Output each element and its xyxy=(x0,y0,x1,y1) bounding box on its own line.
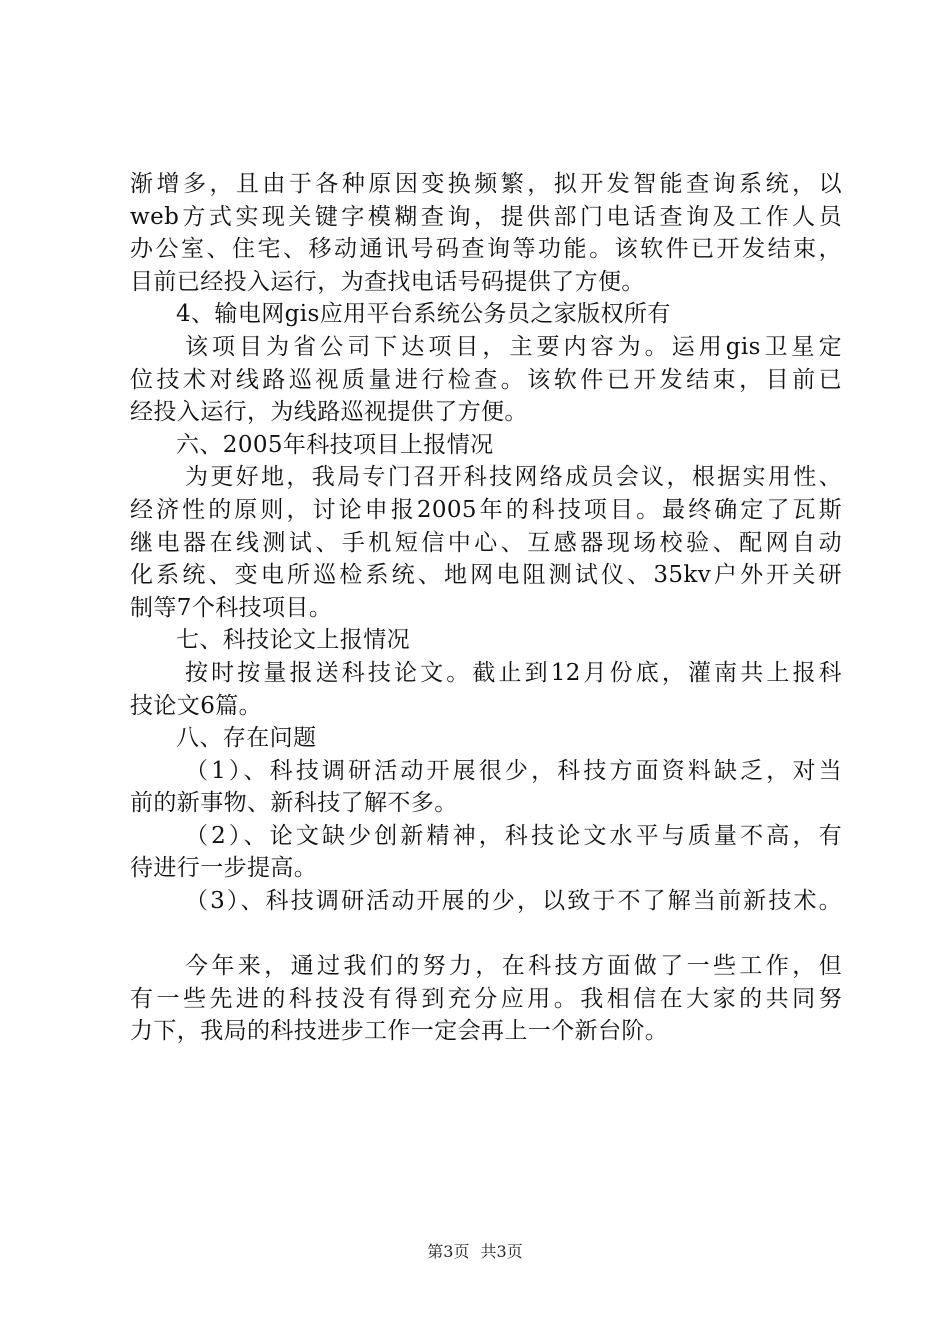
paragraph-first-line: 该项目为省公司下达项目，主要内容为。运用gis卫星定 xyxy=(185,333,842,360)
paragraph-first-line: （1）、科技调研活动开展很少，科技方面资料缺乏，对当 xyxy=(185,757,842,784)
text-line: 前的新事物、新科技了解不多。 xyxy=(130,790,458,817)
paragraph-gap xyxy=(130,918,842,951)
text-line: 力下，我局的科技进步工作一定会再上一个新台阶。 xyxy=(130,1018,669,1045)
paragraph-first-line: 今年来，通过我们的努力，在科技方面做了一些工作，但 xyxy=(185,953,842,980)
paragraph-first-line: （3）、科技调研活动开展的少，以致于不了解当前新技术。 xyxy=(185,888,842,915)
section-heading: 七、科技论文上报情况 xyxy=(176,627,410,654)
paragraph-first-line: 为更好地，我局专门召开科技网络成员会议，根据实用性、 xyxy=(185,464,842,491)
paragraph-first-line: （2）、论文缺少创新精神，科技论文水平与质量不高，有 xyxy=(185,822,842,849)
page-number: 第3页 xyxy=(427,1242,470,1261)
text-line: 待进行一步提高。 xyxy=(130,855,318,882)
text-line: 制等7个科技项目。 xyxy=(130,594,333,621)
text-line: 办公室、住宅、移动通讯号码查询等功能。该软件已开发结束， xyxy=(130,236,842,263)
text-line: 有一些先进的科技没有得到充分应用。我相信在大家的共同努 xyxy=(130,985,842,1012)
text-line: 继电器在线测试、手机短信中心、互感器现场校验、配网自动 xyxy=(130,529,842,556)
section-heading: 4、输电网gis应用平台系统公务员之家版权所有 xyxy=(176,301,671,328)
text-line: web方式实现关键字模糊查询，提供部门电话查询及工作人员 xyxy=(130,203,842,230)
text-line: 经济性的原则，讨论申报2005年的科技项目。最终确定了瓦斯 xyxy=(130,496,842,523)
document-body xyxy=(130,168,842,1048)
text-line: 目前已经投入运行，为查找电话号码提供了方便。 xyxy=(130,268,645,295)
section-heading: 八、存在问题 xyxy=(176,725,317,752)
paragraph-first-line: 按时按量报送科技论文。截止到12月份底，灌南共上报科 xyxy=(185,659,842,686)
text-line: 位技术对线路巡视质量进行检查。该软件已开发结束，目前已 xyxy=(130,366,842,393)
text-line: 渐增多，且由于各种原因变换频繁，拟开发智能查询系统，以 xyxy=(130,171,842,197)
text-line: 经投入运行，为线路巡视提供了方便。 xyxy=(130,399,528,426)
page-total: 共3页 xyxy=(480,1242,523,1261)
section-heading: 六、2005年科技项目上报情况 xyxy=(176,431,494,458)
text-line: 技论文6篇。 xyxy=(130,692,263,719)
text-line: 化系统、变电所巡检系统、地网电阻测试仪、35kv户外开关研 xyxy=(130,562,842,589)
page-footer xyxy=(0,1242,950,1262)
